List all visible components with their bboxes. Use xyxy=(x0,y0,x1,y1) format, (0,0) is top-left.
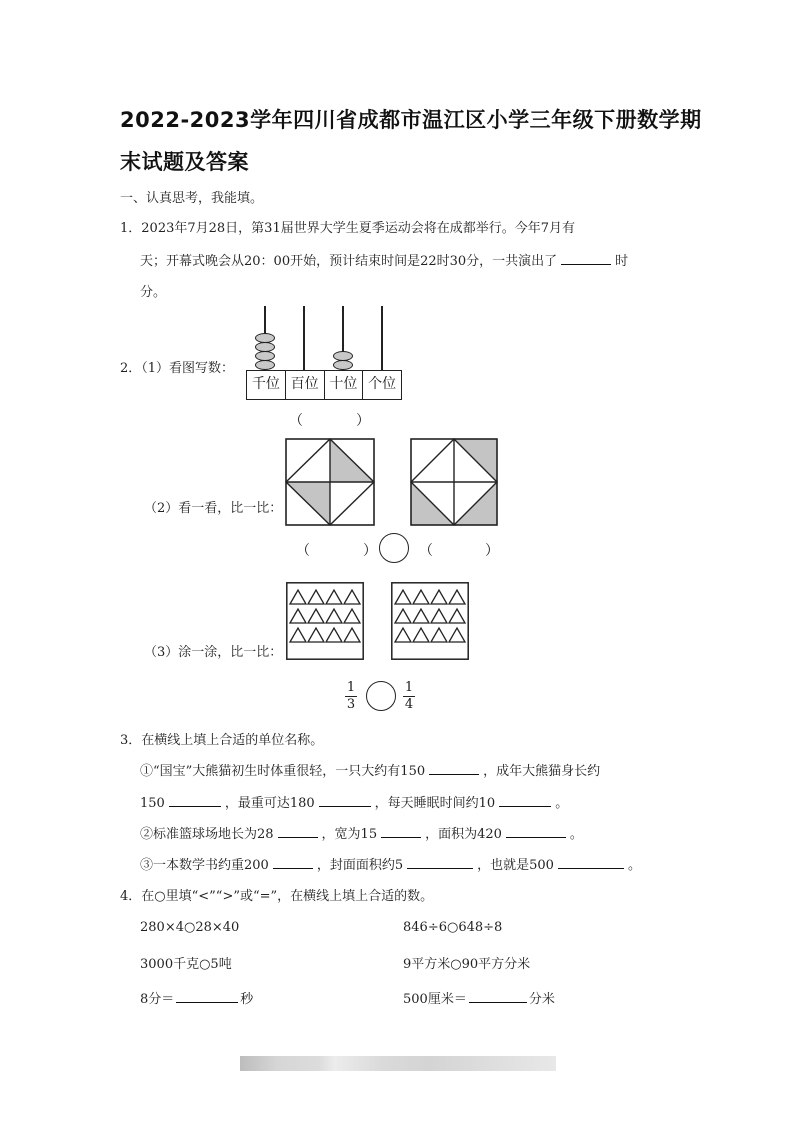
q2-part2-right-answer-field[interactable] xyxy=(430,540,484,556)
q2-part2-left-answer-field[interactable] xyxy=(306,540,362,556)
q3-line4 xyxy=(140,854,641,873)
fraction-numerator: 1 xyxy=(404,680,414,695)
document-title-line2: 末试题及答案 xyxy=(120,150,249,174)
q4-blank-decimeters[interactable] xyxy=(469,988,527,1003)
q2-part2-label: （2）看一看，比一比： xyxy=(144,501,283,516)
fraction-denominator: 4 xyxy=(404,697,414,712)
q4-fill-2 xyxy=(403,988,555,1007)
abacus-bead xyxy=(255,342,275,352)
q4-blank-seconds[interactable] xyxy=(176,988,238,1003)
q3-l4-text3: ，也就是500 xyxy=(477,858,554,873)
triangle-grid-left[interactable] xyxy=(286,582,364,660)
q3-l2-text3: ，每天睡眠时间约10 xyxy=(374,796,496,811)
q3-l2-end: 。 xyxy=(555,796,569,811)
q3-heading: 3．在横线上填上合适的单位名称。 xyxy=(120,733,324,748)
q2-part1-answer-field[interactable] xyxy=(300,410,350,426)
q2-part2-left-close: ） xyxy=(363,543,377,559)
place-ones: 个位 xyxy=(368,376,397,392)
q3-blank-cover-area[interactable] xyxy=(407,854,473,869)
q3-line1 xyxy=(140,760,600,779)
q3-l2-text: 150 xyxy=(140,796,165,811)
q1-answer-blank[interactable] xyxy=(561,250,611,265)
q1-unit-hour: 时 xyxy=(615,254,629,269)
fraction-one-quarter xyxy=(403,681,415,712)
q4-fill2-text: 500厘米＝ xyxy=(403,992,467,1007)
place-thousands: 千位 xyxy=(247,371,286,399)
q3-blank-book-weight[interactable] xyxy=(273,854,313,869)
q3-l1-text: ①“国宝”大熊猫初生时体重很轻，一只大约有150 xyxy=(140,764,426,779)
q4-fill1-unit: 秒 xyxy=(240,992,254,1007)
q3-l2-text2: ，最重可达180 xyxy=(224,796,315,811)
abacus-bead xyxy=(333,351,353,361)
q3-blank-weight[interactable] xyxy=(429,760,479,775)
section-heading: 一、认真思考，我能填。 xyxy=(120,191,264,206)
q4-fill-1 xyxy=(140,988,253,1007)
abacus-figure xyxy=(246,306,402,400)
q2-part2-right-open: （ xyxy=(419,543,433,559)
q4-item-3[interactable]: 3000千克○5吨 xyxy=(140,957,232,972)
q3-l3-text3: ，面积为420 xyxy=(425,827,502,842)
abacus-bead xyxy=(255,360,275,370)
q2-part3-label: （3）涂一涂，比一比： xyxy=(144,645,283,660)
square-figure-left xyxy=(285,438,375,526)
q3-line2 xyxy=(140,792,568,811)
abacus-rod-ones xyxy=(381,306,383,370)
q2-part2-right-close: ） xyxy=(485,543,499,559)
q3-l3-end: 。 xyxy=(569,827,583,842)
abacus-bead xyxy=(333,360,353,370)
triangle-grid-right[interactable] xyxy=(391,582,469,660)
abacus-bead xyxy=(255,333,275,343)
q3-blank-court-area[interactable] xyxy=(506,823,566,838)
fraction-denominator: 3 xyxy=(346,697,356,712)
fraction-compare-circle[interactable] xyxy=(366,681,396,711)
q3-l4-end: 。 xyxy=(627,858,641,873)
q1-line2-text: 天；开幕式晚会从20：00开始，预计结束时间是22时30分，一共演出了 xyxy=(140,254,558,269)
q3-l1-text2: ，成年大熊猫身长约 xyxy=(483,764,601,779)
q3-blank-cover-area2[interactable] xyxy=(558,854,624,869)
q1-line1: 1．2023年7月28日，第31届世界大学生夏季运动会将在成都举行。今年7月有 xyxy=(120,221,575,236)
q3-blank-sleep[interactable] xyxy=(499,792,551,807)
q3-blank-court-width[interactable] xyxy=(381,823,421,838)
q2-part1-label: 2．（1）看图写数： xyxy=(120,361,235,376)
q3-l3-text: ②标准篮球场地长为28 xyxy=(140,827,274,842)
q2-part1-answer-open: （ xyxy=(289,413,303,429)
q2-part2-left-open: （ xyxy=(296,543,310,559)
q3-l4-text: ③一本数学书约重200 xyxy=(140,858,269,873)
compare-circle[interactable] xyxy=(379,533,409,563)
q4-heading: 4．在○里填“<”“>”或“=”，在横线上填上合适的数。 xyxy=(120,889,434,904)
q4-item-1[interactable]: 280×4○28×40 xyxy=(140,920,240,935)
q1-line3: 分。 xyxy=(140,285,167,300)
q3-blank-length[interactable] xyxy=(169,792,221,807)
q4-fill2-unit: 分米 xyxy=(528,992,555,1007)
fraction-numerator: 1 xyxy=(346,680,356,695)
q3-line3 xyxy=(140,823,583,842)
place-value-row xyxy=(246,370,402,400)
q3-l4-text2: ，封面面积约5 xyxy=(316,858,404,873)
blurred-footer xyxy=(240,1056,556,1071)
square-figure-right xyxy=(410,438,498,526)
q3-blank-court-length[interactable] xyxy=(278,823,318,838)
abacus-rod-hundreds xyxy=(303,306,305,370)
q4-item-2[interactable]: 846÷6○648÷8 xyxy=(403,920,503,935)
q3-l3-text2: ，宽为15 xyxy=(321,827,378,842)
abacus-bead xyxy=(255,351,275,361)
document-title-line1: 2022-2023学年四川省成都市温江区小学三年级下册数学期 xyxy=(120,108,702,132)
q4-fill1-text: 8分＝ xyxy=(140,992,175,1007)
place-hundreds: 百位 xyxy=(286,371,325,399)
q1-line2 xyxy=(140,250,628,269)
fraction-one-third xyxy=(345,681,357,712)
q2-part1-answer-close: ） xyxy=(356,413,370,429)
place-tens: 十位 xyxy=(325,371,364,399)
q3-blank-maxweight[interactable] xyxy=(319,792,371,807)
q4-item-4[interactable]: 9平方米○90平方分米 xyxy=(403,957,531,972)
